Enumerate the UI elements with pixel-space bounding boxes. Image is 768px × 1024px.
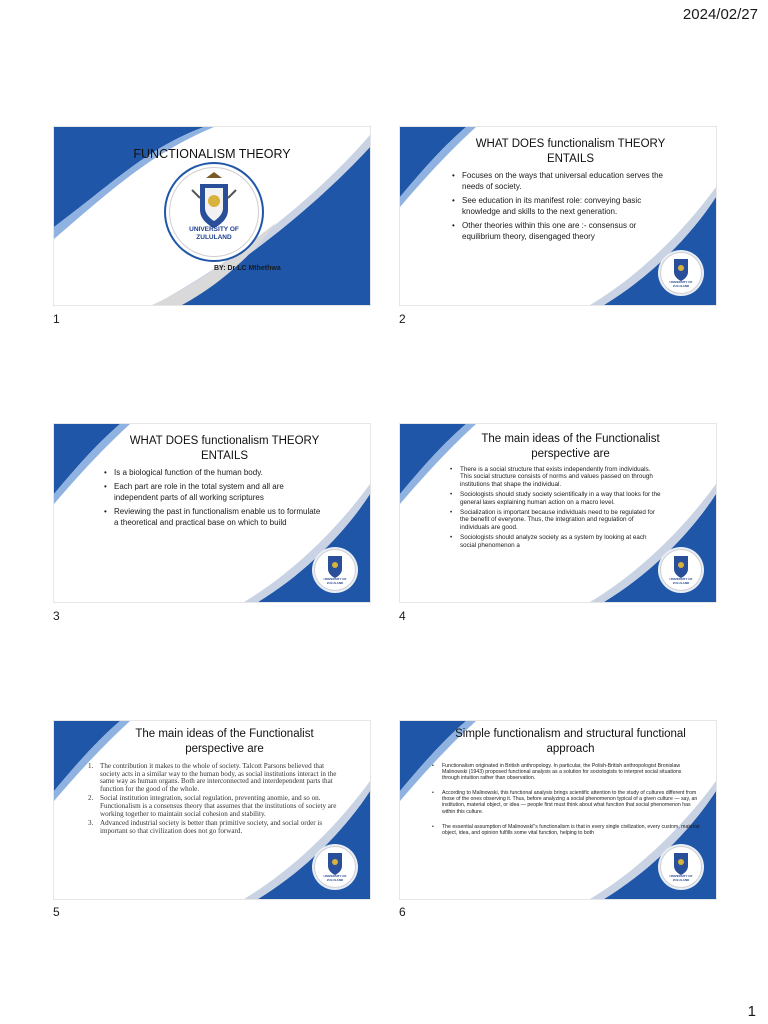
- numbered-list: [88, 763, 338, 837]
- bullet-list: [452, 170, 667, 245]
- logo-line-2: ZULULAND: [672, 581, 690, 585]
- list-item: • There is a social structure that exists independently from individuals. This social structure consists of norms and values passed on through institutions that shape the individual.: [450, 466, 662, 488]
- logo-line-2: ZULULAND: [672, 284, 690, 288]
- university-logo: [660, 549, 702, 591]
- logo-line-1: UNIVERSITY OF: [189, 226, 239, 233]
- logo-line-2: ZULULAND: [672, 878, 690, 882]
- list-item: • The essential assumption of Malinowski"s functionalism is that in every single civilization, every custom, material object, idea, and opinion fulfills some vital function, helping to both: [432, 824, 700, 836]
- bullet-list: [104, 467, 322, 531]
- list-item-text: Social institution integration, social regulation, preventing anomie, and so on. Functionalism is a consensus theory that assumes that the institutions of society are working together to maintain social cohesion and stability.: [100, 794, 337, 818]
- slide-number: 5: [53, 905, 60, 919]
- slide-author: BY: Dr LC Mthethwa: [214, 265, 281, 272]
- slide-number: 2: [399, 312, 406, 326]
- logo-line-1: UNIVERSITY OF: [669, 874, 693, 878]
- logo-line-1: UNIVERSITY OF: [669, 577, 693, 581]
- list-item: • Each part are role in the total system and all are independent parts of all working scriptures: [104, 481, 322, 503]
- slide-title: Simple functionalism and structural functional approach: [455, 728, 686, 755]
- slide-thumbnail[interactable]: [53, 720, 371, 900]
- logo-line-1: UNIVERSITY OF: [323, 577, 347, 581]
- page-number: 1: [747, 1003, 756, 1020]
- slide-thumbnail[interactable]: [399, 720, 717, 900]
- list-item-text: The contribution it makes to the whole of society. Talcott Parsons believed that society acts in a similar way to the human body, as social institutions interact in the same way as human organs. Both are interconnected and interdependent parts that function for the good of the whole.: [100, 762, 337, 793]
- bullet-list: [450, 466, 662, 552]
- university-logo: [660, 846, 702, 888]
- slide-number: 4: [399, 609, 406, 623]
- list-item: • Sociologists should analyze society as a system by looking at each social phenomenon a: [450, 534, 662, 549]
- list-item: • Sociologists should study society scientifically in a way that looks for the general laws explaining human action on a macro level.: [450, 491, 662, 506]
- slide-thumbnail[interactable]: [53, 423, 371, 603]
- logo-line-2: ZULULAND: [196, 234, 232, 241]
- list-item: • Socialization is important because individuals need to be regulated for the benefit of everyone. Thus, the integration and regulation of individuals are good.: [450, 509, 662, 531]
- slide-thumbnail[interactable]: [399, 126, 717, 306]
- list-item: [88, 763, 338, 793]
- list-marker: 1.: [88, 762, 94, 770]
- slide-number: 6: [399, 905, 406, 919]
- list-item: • See education in its manifest role: conveying basic knowledge and skills to the next generation.: [452, 195, 667, 217]
- slide-number: 1: [53, 312, 60, 326]
- university-logo: [169, 167, 259, 257]
- list-item: • Reviewing the past in functionalism enable us to formulate a theoretical and practical base on which to build: [104, 506, 322, 528]
- list-marker: 2.: [88, 794, 94, 803]
- slide-number: 3: [53, 609, 60, 623]
- list-item: • According to Malinowski, this functional analysis brings scientific attention to the study of cultures different from those of the ones observing it. Thus, before analyzing a social phenomenon typical of a given culture — say, an institution, material object, or idea — people first must think about what function that social phenomenon has within this culture.: [432, 790, 700, 814]
- slide-thumbnail[interactable]: [53, 126, 371, 306]
- page-date: 2024/02/27: [682, 6, 758, 23]
- list-item: • Focuses on the ways that universal education serves the needs of society.: [452, 170, 667, 192]
- slide-title: FUNCTIONALISM THEORY: [133, 147, 291, 161]
- list-item: • Other theories within this one are :- consensus or equilibrium theory, disengaged theory: [452, 220, 667, 242]
- logo-line-2: ZULULAND: [326, 878, 344, 882]
- university-logo: [314, 549, 356, 591]
- university-logo: [660, 252, 702, 294]
- crest-icon: [170, 168, 258, 256]
- slide-title: The main ideas of the Functionalist perspective are: [481, 433, 660, 460]
- list-item-text: Advanced industrial society is better than primitive society, and social order is important so that civilization does not go forward.: [100, 819, 323, 835]
- slide-title: The main ideas of the Functionalist perspective are: [135, 728, 314, 755]
- list-item: • Is a biological function of the human body.: [104, 467, 322, 478]
- slide-title: WHAT DOES functionalism THEORY ENTAILS: [129, 435, 320, 462]
- slide-title: WHAT DOES functionalism THEORY ENTAILS: [475, 138, 666, 165]
- list-marker: 3.: [88, 819, 94, 828]
- slide-thumbnail[interactable]: [399, 423, 717, 603]
- university-logo: [314, 846, 356, 888]
- logo-line-1: UNIVERSITY OF: [669, 280, 693, 284]
- list-item: • Functionalism originated in British anthropology. In particular, the Polish-British anthropologist Bronislaw Malinowski (1943) proposed functional analysis as a solution for sociologists to interpret social situations through intuition rather than observation.: [432, 763, 700, 781]
- bullet-list: [432, 763, 700, 839]
- logo-line-1: UNIVERSITY OF: [323, 874, 347, 878]
- logo-line-2: ZULULAND: [326, 581, 344, 585]
- list-item: [88, 820, 338, 835]
- list-item: [88, 795, 338, 818]
